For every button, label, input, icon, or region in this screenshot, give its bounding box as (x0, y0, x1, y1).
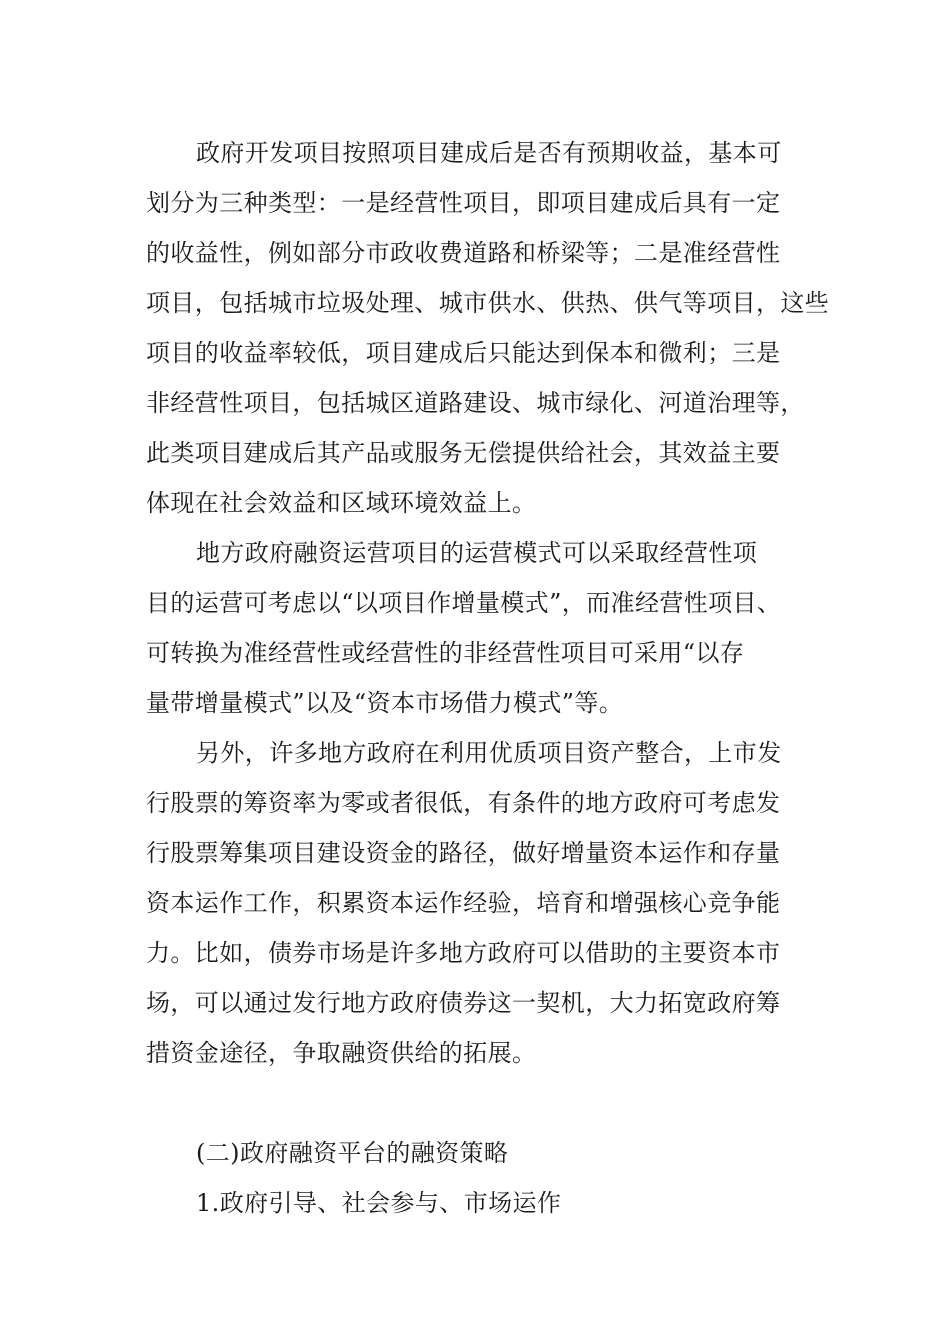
paragraph-line: 行股票的筹资率为零或者很低，有条件的地方政府可考虑发 (146, 789, 781, 817)
paragraph-line: 可转换为准经营性或经营性的非经营性项目可采用“以存 (146, 639, 745, 667)
paragraph-line: 行股票筹集项目建设资金的路径，做好增量资本运作和存量 (146, 839, 781, 867)
section-heading: (二)政府融资平台的融资策略 (196, 1139, 509, 1167)
paragraph-line: 非经营性项目，包括城区道路建设、城市绿化、河道治理等， (146, 389, 805, 417)
paragraph-line: 此类项目建成后其产品或服务无偿提供给社会，其效益主要 (146, 439, 781, 467)
paragraph-line: 力。比如，债券市场是许多地方政府可以借助的主要资本市 (146, 939, 781, 967)
paragraph-line: 政府开发项目按照项目建成后是否有预期收益，基本可 (196, 139, 782, 167)
paragraph-line: 划分为三种类型：一是经营性项目，即项目建成后具有一定 (146, 189, 781, 217)
paragraph-line: 体现在社会效益和区域环境效益上。 (146, 489, 537, 517)
paragraph-line: 措资金途径，争取融资供给的拓展。 (146, 1039, 537, 1067)
paragraph-line: 量带增量模式”以及“资本市场借力模式”等。 (146, 689, 624, 717)
paragraph-line: 另外，许多地方政府在利用优质项目资产整合，上市发 (196, 739, 782, 767)
paragraph-line: 项目的收益率较低，项目建成后只能达到保本和微利；三是 (146, 339, 781, 367)
paragraph-line: 场，可以通过发行地方政府债券这一契机，大力拓宽政府筹 (146, 989, 781, 1017)
paragraph-line: 地方政府融资运营项目的运营模式可以采取经营性项 (196, 539, 758, 567)
paragraph-line: 的收益性，例如部分市政收费道路和桥梁等；二是准经营性 (146, 239, 781, 267)
subsection-heading: 1.政府引导、社会参与、市场运作 (196, 1189, 562, 1217)
paragraph-line: 目的运营可考虑以“以项目作增量模式”，而准经营性项目、 (146, 589, 782, 617)
paragraph-line: 资本运作工作，积累资本运作经验，培育和增强核心竞争能 (146, 889, 781, 917)
paragraph-line: 项目，包括城市垃圾处理、城市供水、供热、供气等项目，这些 (146, 289, 830, 317)
